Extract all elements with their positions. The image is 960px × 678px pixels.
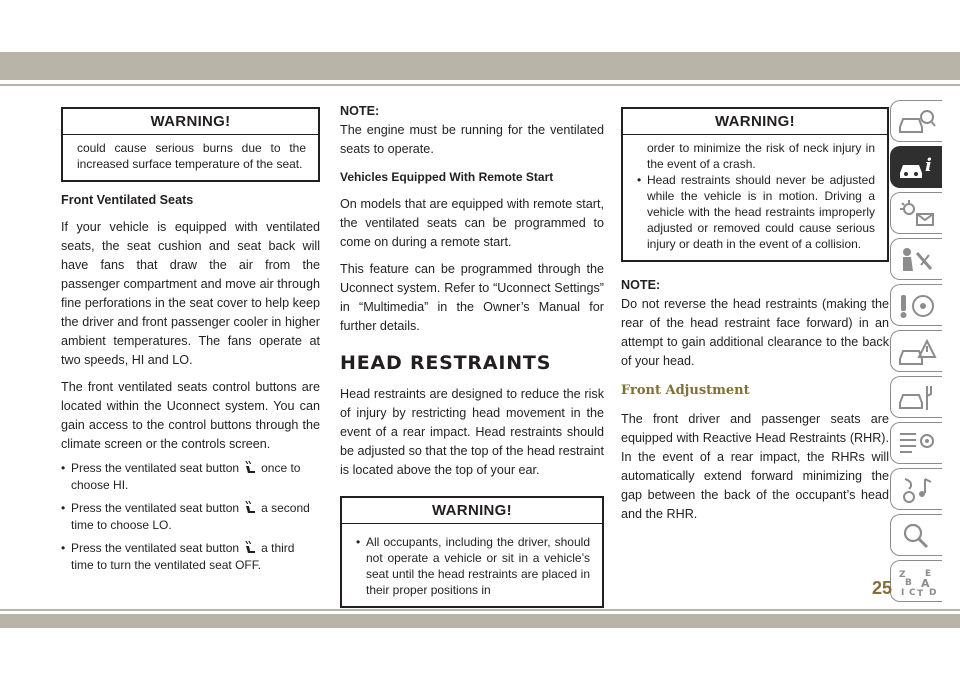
tab-index[interactable] [890, 560, 942, 602]
ventilated-seat-icon [243, 460, 257, 475]
note-label: NOTE: [340, 104, 380, 118]
tab-technical-specifications[interactable] [890, 422, 942, 464]
tab-getting-to-know[interactable] [890, 100, 942, 142]
page-number: 25 [871, 578, 892, 598]
paragraph: The front driver and passenger seats are equipped with Reactive Head Restraints (RHR). In the event of a rear impact, the RHRs will automatically extend forward minimizing the gap between the back of the occupant’s head and the RHR. [621, 412, 889, 521]
ventilated-seat-icon [243, 500, 257, 515]
tab-safety[interactable] [890, 238, 942, 280]
warning-body [342, 524, 602, 606]
bullet-text: a second time to choose LO. [71, 501, 310, 532]
note-label: NOTE: [621, 278, 661, 292]
car-info-icon [897, 153, 937, 183]
tab-servicing-maintenance[interactable] [890, 376, 942, 418]
bullet-text: Press the ventilated seat button [71, 541, 240, 555]
footer-band [0, 614, 960, 628]
warning-box [621, 107, 889, 262]
bullet-text: Press the ventilated seat button [71, 501, 240, 515]
warning-box [61, 107, 320, 182]
warning-bullet: • All occupants, including the driver, should not operate a vehicle or sit in a vehicle’s seat until the head restraints are placed in their proper positions in [356, 534, 590, 598]
roadside-emergency-icon [897, 337, 937, 367]
airbag-safety-icon [897, 245, 937, 275]
index-letter: B [905, 578, 912, 588]
warning-text: could cause serious burns due to the increased surface temperature of the seat. [77, 141, 306, 171]
list-item [61, 540, 320, 574]
paragraph: The front ventilated seats control buttons are located within the Uconnect system. You can gain access to the control buttons through the climate screen or the controls screen. [61, 380, 320, 451]
multimedia-music-icon [897, 475, 937, 505]
column-2 [340, 102, 604, 608]
tab-starting-operating[interactable] [890, 284, 942, 326]
paragraph: On models that are equipped with remote start, the ventilated seats can be programmed to come on during a remote start. [340, 197, 604, 249]
bullet-text: a third time to turn the ventilated seat OFF. [71, 541, 295, 572]
steering-start-icon [897, 291, 937, 321]
index-letter: D [929, 588, 937, 597]
footer-rule [0, 609, 960, 611]
tab-customer-assistance[interactable] [890, 514, 942, 556]
list-item [61, 460, 320, 494]
chapter-tabs [890, 100, 942, 606]
index-letter: T [917, 589, 924, 597]
warning-body [623, 135, 887, 260]
search-icon [897, 521, 937, 551]
warning-title: WARNING! [623, 109, 887, 135]
paragraph: If your vehicle is equipped with ventilated seats, the seat cushion and seat back will have fans that draw the air from the passenger compartment and move air through fine perforations in the seat cover to help keep the driver and front passenger cooler in higher ambient temperatures. The fans operate at two speeds, HI and LO. [61, 220, 320, 367]
list-item [61, 500, 320, 534]
bullet-text: once to choose HI. [71, 461, 301, 492]
note-text: Do not reverse the head restraints (making the rear of the head restraint face forward) in an attempt to gain additional clearance to the back of your head. [621, 297, 889, 368]
car-service-icon [897, 383, 937, 413]
header-band [0, 52, 960, 80]
warning-bullet: • Head restraints should never be adjusted while the vehicle is in motion. Driving a vehicle with the head restraints improperly adjusted or removed could cause serious injury or death in the event of a collision. [637, 172, 875, 252]
index-letters-icon [897, 567, 937, 597]
warning-text: order to minimize the risk of neck injury in the event of a crash. [647, 141, 875, 171]
specifications-gear-icon [897, 429, 937, 459]
svg-text:i: i [925, 155, 932, 176]
warning-box [340, 496, 604, 608]
note-text: The engine must be running for the ventilated seats to operate. [340, 123, 604, 156]
bullet-text: Press the ventilated seat button [71, 461, 240, 475]
warning-lights-icon [897, 199, 937, 229]
warning-title: WARNING! [342, 498, 602, 524]
index-letter: C [909, 588, 916, 597]
tab-in-case-of-emergency[interactable] [890, 330, 942, 372]
column-3 [621, 107, 889, 524]
subheading-remote-start: Vehicles Equipped With Remote Start [340, 170, 554, 184]
index-letter: I [901, 588, 905, 597]
index-letter: E [925, 569, 932, 579]
paragraph: Head restraints are designed to reduce the risk of injury by restricting head movement in the event of a rear impact. Head restraints should be adjusted so that the top of the head restraint is located above the top of your ear. [340, 387, 604, 477]
ventilated-seat-icon [243, 540, 257, 555]
index-letter: A [921, 577, 930, 590]
tab-multimedia[interactable] [890, 468, 942, 510]
header-rule [0, 84, 960, 86]
car-search-icon [897, 107, 937, 137]
warning-title: WARNING! [63, 109, 318, 135]
section-heading-front-ventilated-seats: Front Ventilated Seats [61, 193, 194, 207]
index-letter: Z [899, 570, 906, 580]
section-title-head-restraints: HEAD RESTRAINTS [340, 352, 552, 374]
tab-getting-to-know-vehicle[interactable] [890, 146, 942, 188]
column-1 [61, 107, 320, 574]
tab-instrument-panel[interactable] [890, 192, 942, 234]
section-heading-front-adjustment: Front Adjustment [621, 383, 750, 398]
paragraph: This feature can be programmed through the Uconnect system. Refer to “Uconnect Settings” in “Multimedia” in the Owner’s Manual for further details. [340, 262, 604, 333]
